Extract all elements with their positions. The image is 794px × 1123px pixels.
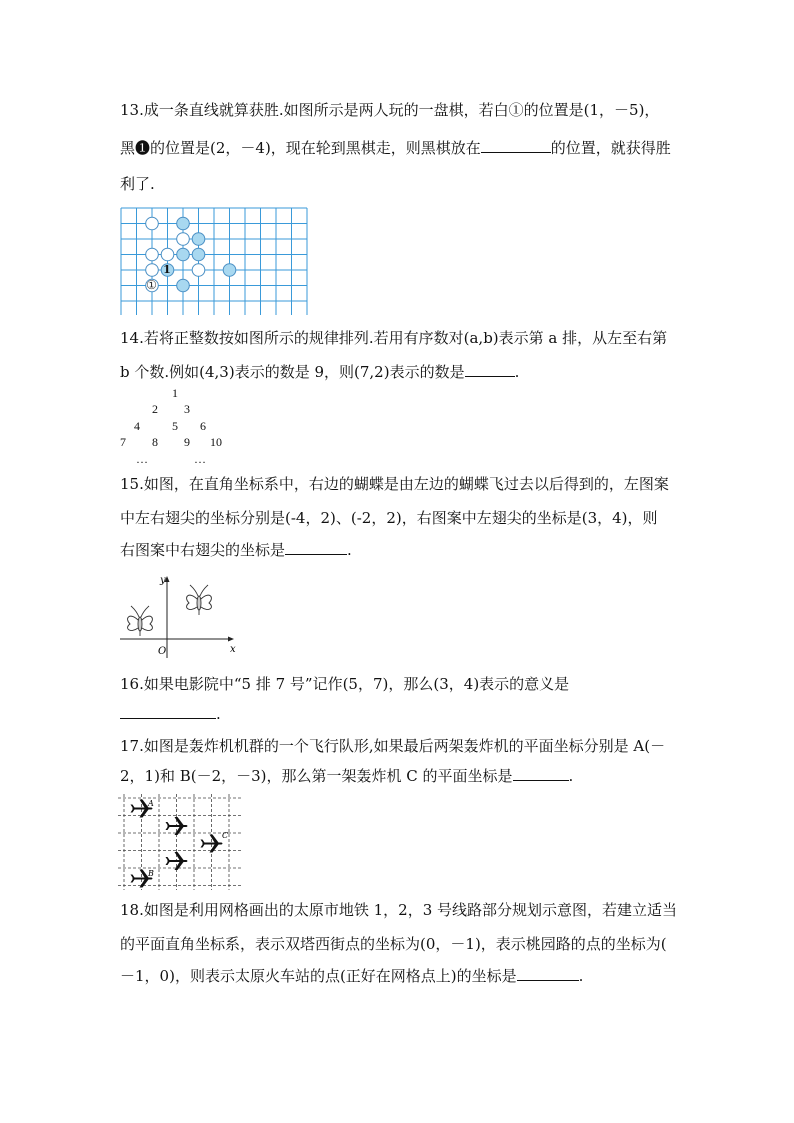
bomber-plane-icon [166,852,188,870]
black-stone [223,264,236,277]
bomber-plane-icon [166,817,188,835]
tri-num-3: 3 [184,402,190,416]
q16-line-1: 16.如果电影院中“5 排 7 号”记作(5，7)，那么(3，4)表示的意义是 [120,675,570,693]
q16-answer-blank[interactable] [120,704,216,719]
q14-answer-blank[interactable] [465,362,515,377]
black-stone [177,279,190,292]
q14-line-1: 14.若将正整数按如图所示的规律排列.若用有序数对(a,b)表示第 a 排，从左至右第 [120,329,668,347]
black-stone [177,217,190,230]
plane-a-label: A [148,799,154,808]
tri-num-2: 2 [152,402,158,416]
q18-line-2: 的平面直角坐标系，表示双塔西街点的坐标为(0，－1)，表示桃园路的点的坐标为( [120,935,667,953]
white-stone [146,248,159,261]
q17-line-2 [120,766,573,786]
q18-line-3 [120,966,583,986]
butterfly-left-icon [128,606,153,636]
q18-line-1: 18.如图是利用网格画出的太原市地铁 1，2，3 号线路部分规划示意图，若建立适当 [120,901,678,919]
q14-line-2-b: . [514,363,520,381]
q17-answer-blank[interactable] [513,766,569,781]
plane-b-label: B [148,869,154,878]
tri-num-10: 10 [210,435,222,449]
tri-num-8: 8 [152,435,158,449]
tri-num-7: 7 [120,435,126,449]
origin-label: O [158,646,167,657]
q13-line-2 [120,138,671,158]
tri-num-9: 9 [184,435,190,449]
q15-line-2: 中左右翅尖的坐标分别是(-4，2)、(-2，2)，右图案中左翅尖的坐标是(3，4)，则 [120,509,658,527]
q16-line-2-b: . [216,705,221,723]
q13-line-1: 13.成一条直线就算获胜.如图所示是两人玩的一盘棋，若白①的位置是(1，－5)， [120,101,660,119]
q16-line-2 [120,704,221,724]
plane-c-label: C [222,831,229,840]
q14-line-2 [120,362,519,382]
y-axis-label: y [160,575,166,586]
white-stone [146,264,159,277]
q15-line-3 [120,540,352,560]
white-stone [192,264,205,277]
q13-line-2-b: 的位置，就获得胜 [550,139,671,157]
q15-line-3-a: 右图案中右翅尖的坐标是 [120,541,286,559]
q13-answer-blank[interactable] [481,138,551,153]
black-stone [177,248,190,261]
q17-line-2-a: 2，1)和 B(－2，－3)，那么第一架轰炸机 C 的平面坐标是 [120,767,513,785]
x-axis-label: x [230,644,236,655]
q14-line-2-a: b 个数.例如(4,3)表示的数是 9，则(7,2)表示的数是 [120,363,465,381]
tri-dots-right: … [194,452,206,466]
q13-line-2-a: 黑❶的位置是(2，－4)，现在轮到黑棋走，则黑棋放在 [120,139,481,157]
x-axis-arrow [228,637,234,642]
q15-answer-blank[interactable] [285,540,347,555]
black-stone [192,248,205,261]
butterfly-right-icon [187,585,212,615]
white-stone [146,217,159,230]
q15-butterfly-figure [118,570,243,662]
tri-num-6: 6 [200,419,206,433]
tri-num-4: 4 [134,419,140,433]
bomber-plane-icon [201,835,223,853]
q18-answer-blank[interactable] [517,966,579,981]
q17-bomber-grid [118,794,246,892]
white-stone [161,248,174,261]
q15-line-1: 15.如图，在直角坐标系中，右边的蝴蝶是由左边的蝴蝶飞过去以后得到的，左图案 [120,475,669,493]
q18-line-3-b: . [578,967,584,985]
q13-line-3: 利了. [120,175,155,193]
white-stone [177,233,190,246]
q15-line-3-b: . [347,541,352,559]
q13-white-1-mark: ① [146,278,157,292]
q17-line-1: 17.如图是轰炸机机群的一个飞行队形,如果最后两架轰炸机的平面坐标分别是 A(－ [120,737,666,755]
tri-num-5: 5 [172,419,178,433]
q18-line-3-a: －1，0)，则表示太原火车站的点(正好在网格点上)的坐标是 [120,967,517,985]
tri-dots-left: … [136,452,148,466]
black-stone [192,233,205,246]
q17-line-2-b: . [568,767,574,785]
q13-go-board [118,205,308,315]
q13-black-1-mark: 1 [163,263,171,276]
tri-num-1: 1 [172,386,178,400]
